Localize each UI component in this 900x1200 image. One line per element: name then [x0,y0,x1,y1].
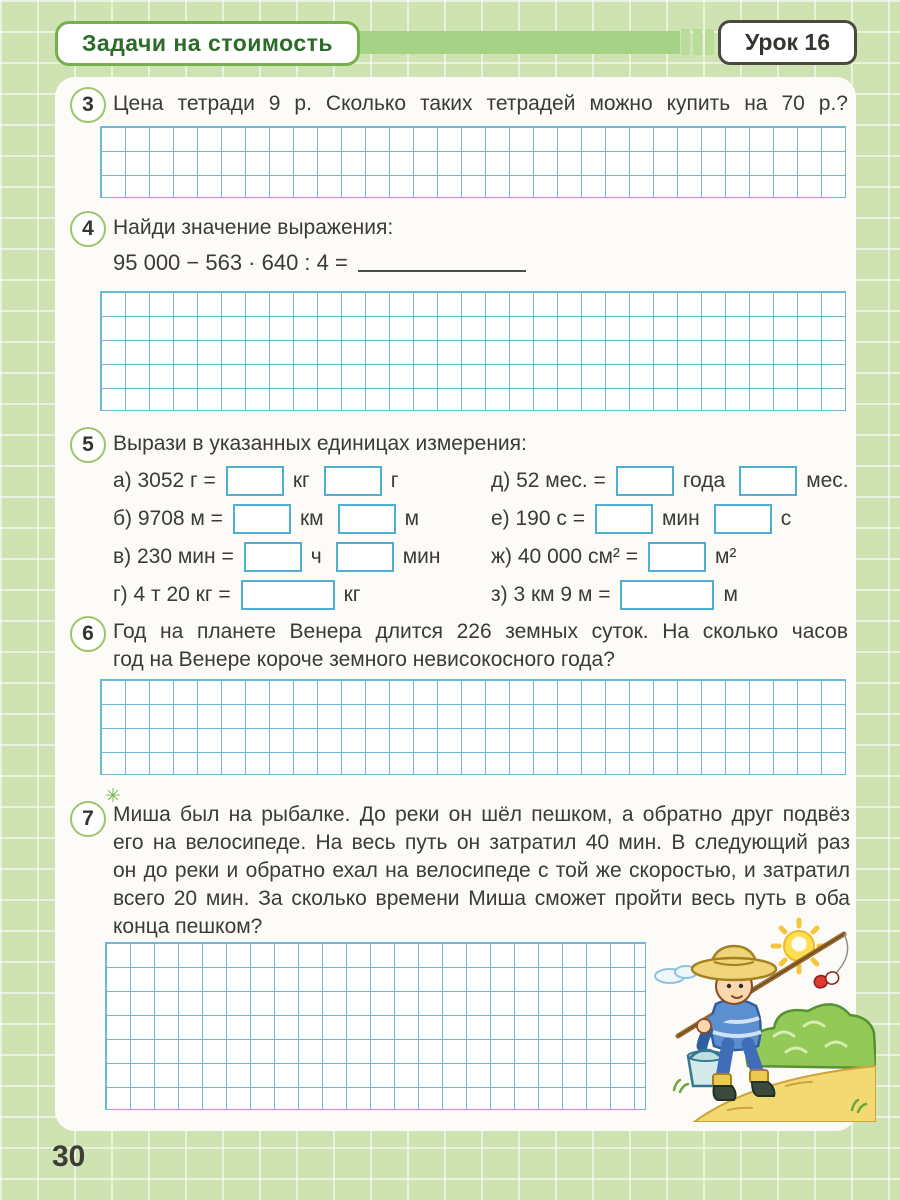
conversion-given: е) 190 с = [491,507,585,530]
header-dash-icon [681,29,690,55]
unit-label: мес. [806,469,849,492]
unit-label: км [299,507,324,530]
boy [688,946,776,1100]
task3-text [113,90,848,118]
task6-number: 6 [70,616,106,652]
unit-conversion-row [491,500,847,538]
header-dash-icon [705,29,714,55]
unit-conversion-row [491,538,847,576]
task5-number: 5 [70,427,106,463]
conversion-given: ж) 40 000 см² = [491,545,638,568]
answer-box[interactable] [739,466,797,496]
task7-answer-grid[interactable] [105,942,646,1110]
answer-box[interactable] [595,504,653,534]
task3-answer-grid[interactable] [100,126,846,198]
unit-label: с [780,507,792,530]
task-text-line: год на Венере короче земного невисокосного года? [113,648,615,671]
conversion-given: г) 4 т 20 кг = [113,583,231,606]
answer-box[interactable] [244,542,302,572]
task5-heading: Вырази в указанных единицах измерения: [113,432,527,455]
task5-conversion-columns [113,462,847,614]
unit-label: мин [402,545,441,568]
answer-box[interactable] [338,504,396,534]
task4-expression [113,250,526,276]
unit-label: м² [714,545,737,568]
bushes [746,1004,876,1068]
conversion-given: д) 52 мес. = [491,469,606,492]
header-green-bar [320,31,680,54]
task5-col-left [113,462,491,614]
expression-text: 95 000 − 563 · 640 : 4 = [113,250,348,275]
header-dash-icon [693,29,702,55]
task-text-line: Миша был на рыбалке. До реки он шёл пешком, а обратно друг подвёз [113,803,850,826]
answer-box[interactable] [648,542,706,572]
fisher-boy-illustration [636,914,876,1122]
conversion-given: в) 230 мин = [113,545,234,568]
task-text-line: конца пешком? [113,915,263,938]
unit-label: мин [661,507,700,530]
answer-box[interactable] [324,466,382,496]
answer-box[interactable] [336,542,394,572]
conversion-given: а) 3052 г = [113,469,216,492]
answer-box[interactable] [714,504,772,534]
cloud-icon [655,966,697,983]
answer-box[interactable] [241,580,335,610]
answer-box[interactable] [233,504,291,534]
unit-label: г [390,469,399,492]
task4-heading: Найди значение выражения: [113,216,394,239]
unit-conversion-row [491,462,847,500]
answer-line[interactable] [358,268,526,272]
task7-star-icon: ✳ [105,785,121,807]
straw-hat [692,946,776,980]
conversion-given: з) 3 км 9 м = [491,583,611,606]
task-text-line: он до реки и обратно ехал на велосипеде с той же скоростью, и затратил [113,859,850,882]
unit-conversion-row [491,576,847,614]
page-title: Задачи на стоимость [55,21,360,66]
unit-label: кг [343,583,361,606]
task4-answer-grid[interactable] [100,291,846,411]
unit-conversion-row [113,462,491,500]
unit-label: года [682,469,726,492]
unit-label: ч [310,545,322,568]
task6-answer-grid[interactable] [100,679,846,775]
task6-text [113,618,848,674]
task3-number: 3 [70,87,106,123]
unit-conversion-row [113,500,491,538]
unit-conversion-row [113,538,491,576]
unit-label: м [723,583,738,606]
task-text-line: Год на планете Венера длится 226 земных суток. На сколько часов [113,620,848,643]
answer-box[interactable] [226,466,284,496]
task-text-line: всего 20 мин. За сколько времени Миша сможет пройти весь путь в оба [113,887,850,910]
answer-box[interactable] [620,580,714,610]
unit-label: кг [292,469,310,492]
page-number: 30 [52,1140,86,1173]
unit-conversion-row [113,576,491,614]
conversion-given: б) 9708 м = [113,507,223,530]
task-text-line: Цена тетради 9 р. Сколько таких тетрадей можно купить на 70 р.? [113,92,848,115]
task7-number: 7 [70,801,106,837]
task4-number: 4 [70,211,106,247]
answer-box[interactable] [616,466,674,496]
lesson-badge: Урок 16 [718,20,857,65]
task-text-line: его на велосипеде. На весь путь он затратил 40 мин. В следующий раз [113,831,850,854]
task5-col-right [491,462,847,614]
unit-label: м [404,507,420,530]
